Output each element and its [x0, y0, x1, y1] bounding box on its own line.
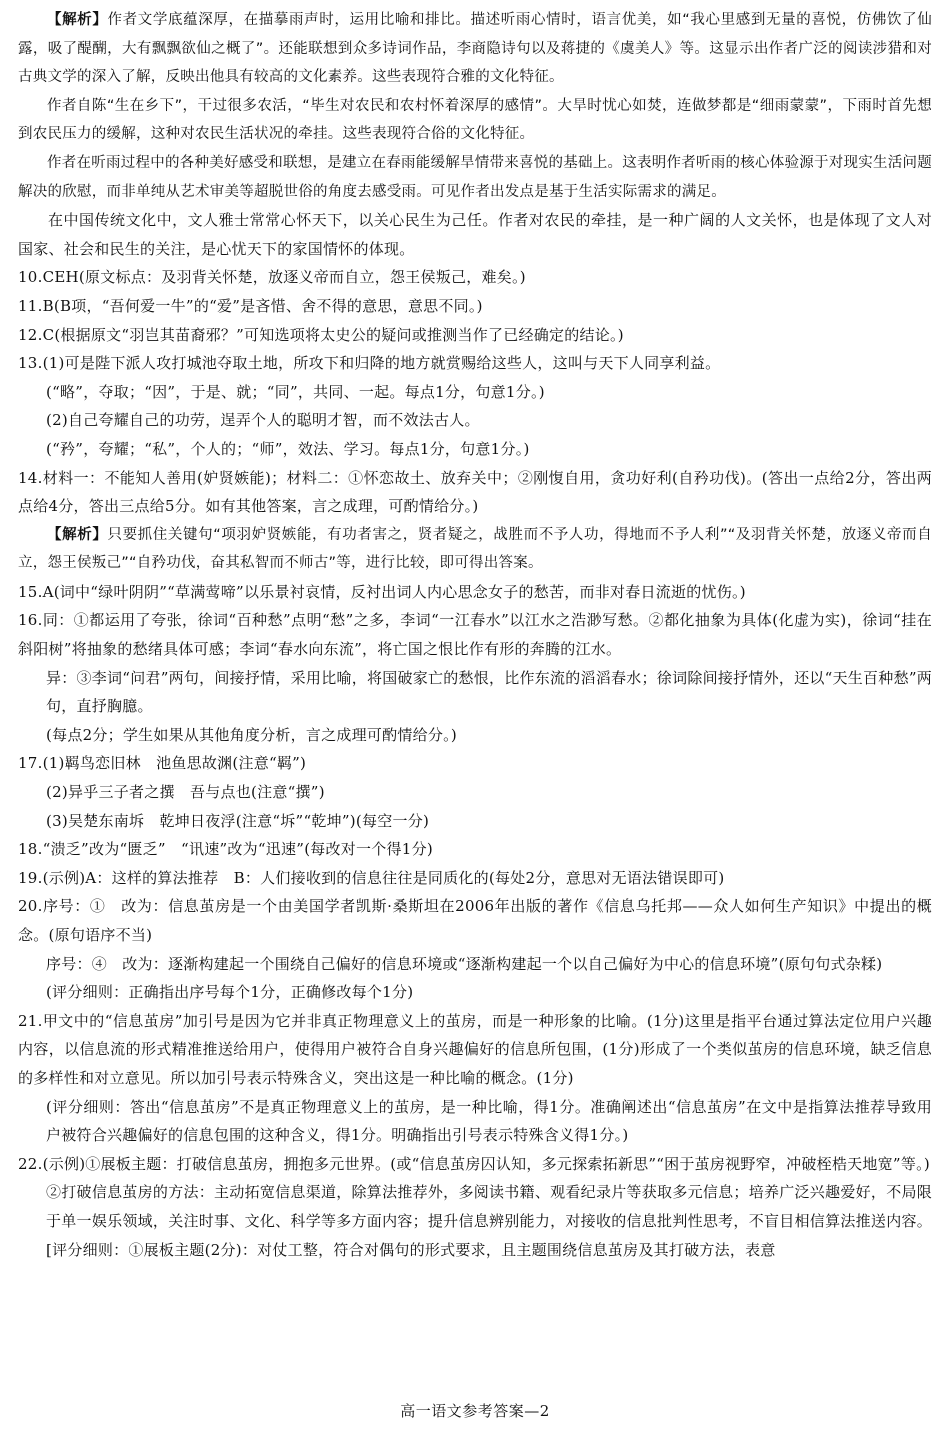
answer-10: 10.CEH(原文标点：及羽背关怀楚，放逐义帝而自立，怨王侯叛己，难矣。) [18, 268, 526, 287]
analysis-paragraph-1 [18, 6, 932, 92]
answer-19: 19.(示例)A：这样的算法推荐 B：人们接收到的信息往往是同质化的(每处2分，意思对无语法错误即可) [18, 868, 725, 887]
answer-13-part2-scoring: (“矜”，夸耀；“私”，个人的；“师”，效法、学习。每点1分，句意1分。) [46, 439, 530, 458]
answer-20-2: 序号：④ 改为：逐渐构建起一个围绕自己偏好的信息环境或“逐渐构建起一个以自己偏好为中心的信息环境”(原句句式杂糅) [46, 954, 883, 973]
answer-16-same: 16.同：①都运用了夸张，徐词“百种愁”点明“愁”之多，李词“一江春水”以江水之浩渺写愁。②都化抽象为具体(化虚为实)，徐词“挂在斜阳树”将抽象的愁绪具体可感；李词“春水向东流”，将亡国之恨比作有形的奔腾的江水。 [18, 611, 932, 659]
answer-22-methods: ②打破信息茧房的方法：主动拓宽信息渠道，除算法推荐外，多阅读书籍、观看纪录片等获取多元信息；培养广泛兴趣爱好，不局限于单一娱乐领域，关注时事、文化、科学等多方面内容；提升信息辨别能力，对接收的信息批判性思考，不盲目相信算法推送内容。[评分细则：①展板主题(2分)：对仗工整，符合对偶句的形式要求，且主题围绕信息茧房及其打破方法，表意 [46, 1183, 932, 1259]
answer-11: 11.B(B项，“吾何爱一牛”的“爱”是吝惜、舍不得的意思，意思不同。) [18, 296, 483, 315]
answer-20-scoring: (评分细则：正确指出序号每个1分，正确修改每个1分) [46, 983, 414, 1002]
answer-17-2: (2)异乎三子者之撰 吾与点也(注意“撰”) [46, 783, 325, 802]
analysis-paragraph-4: 在中国传统文化中，文人雅士常常心怀天下，以关心民生为己任。作者对农民的牵挂，是一种广阔的人文关怀，也是体现了文人对国家、社会和民生的关注，是心忧天下的家国情怀的体现。 [18, 211, 932, 258]
analysis-tag: 【解析】 [47, 12, 108, 28]
answer-14-analysis [18, 521, 932, 578]
answer-17-3: (3)吴楚东南坼 乾坤日夜浮(注意“坼”“乾坤”)(每空一分) [46, 811, 430, 830]
analysis-paragraph-3: 作者在听雨过程中的各种美好感受和联想，是建立在春雨能缓解旱情带来喜悦的基础上。这表明作者听雨的核心体验源于对现实生活问题解决的欣慰，而非单纯从艺术审美等超脱世俗的角度去感受雨。可见作者出发点是基于生活实际需求的满足。 [18, 154, 932, 200]
answer-13-part1: 13.(1)可是陛下派人攻打城池夺取土地，所攻下和归降的地方就赏赐给这些人，这叫与天下人同享利益。 [18, 354, 721, 373]
answer-17-1: 17.(1)羁鸟恋旧林 池鱼思故渊(注意“羁”) [18, 754, 307, 773]
answer-16-scoring: (每点2分；学生如果从其他角度分析，言之成理可酌情给分。) [46, 725, 458, 744]
page-footer: 高一语文参考答案—2 [400, 1402, 550, 1420]
answer-12: 12.C(根据原文“羽岂其苗裔邪？”可知选项将太史公的疑问或推测当作了已经确定的结论。) [18, 325, 624, 344]
answer-21-scoring: (评分细则：答出“信息茧房”不是真正物理意义上的茧房，是一种比喻，得1分。准确阐述出“信息茧房”在文中是指算法推荐导致用户被符合兴趣偏好的信息包围的这种含义，得1分。明确指出引号表示特殊含义得1分。) [46, 1097, 932, 1145]
analysis-tag: 【解析】 [47, 526, 108, 543]
answer-22-theme: 22.(示例)①展板主题：打破信息茧房，拥抱多元世界。(或“信息茧房囚认知，多元探索拓新思”“困于茧房视野窄，冲破桎梏天地宽”等。) [18, 1154, 930, 1173]
answer-15: 15.A(词中“绿叶阴阴”“草满莺啼”以乐景衬哀情，反衬出词人内心思念女子的愁苦，而非对春日流逝的忧伤。) [18, 582, 746, 601]
answer-16-diff: 异：③李词“问君”两句，间接抒情，采用比喻，将国破家亡的愁恨，比作东流的滔滔春水；徐词除间接抒情外，还以“天生百种愁”两句，直抒胸臆。 [46, 668, 932, 716]
answer-20-1: 20.序号：① 改为：信息茧房是一个由美国学者凯斯·桑斯坦在2006年出版的著作《信息乌托邦——众人如何生产知识》中提出的概念。(原句语序不当) [18, 897, 932, 944]
answer-13-part2: (2)自己夸耀自己的功劳，逞弄个人的聪明才智，而不效法古人。 [46, 411, 480, 430]
analysis-text: 只要抓住关键句“项羽妒贤嫉能，有功者害之，贤者疑之，战胜而不予人功，得地而不予人利”“及羽背关怀楚，放逐义帝而自立，怨王侯叛己”“自矜功伐，奋其私智而不师古”等，进行比较，即可得出答案。 [18, 526, 933, 572]
answer-21: 21.甲文中的“信息茧房”加引号是因为它并非真正物理意义上的茧房，而是一种形象的比喻。(1分)这里是指平台通过算法定位用户兴趣内容，以信息流的形式精准推送给用户，使得用户被符合自身兴趣偏好的信息所包围，(1分)形成了一个类似茧房的信息环境，缺乏信息的多样性和对立意见。所以加引号表示特殊含义，突出这是一种比喻的概念。(1分) [18, 1011, 932, 1087]
answer-14: 14.材料一：不能知人善用(妒贤嫉能)；材料二：①怀恋故土、放弃关中；②刚愎自用，贪功好利(自矜功伐)。(答出一点给2分，答出两点给4分，答出三点给5分。如有其他答案，言之成理，可酌情给分。) [18, 468, 932, 516]
answer-13-part1-scoring: (“略”，夺取；“因”，于是、就；“同”，共同、一起。每点1分，句意1分。) [46, 382, 545, 401]
analysis-text: 作者文学底蕴深厚，在描摹雨声时，运用比喻和排比。描述听雨心情时，语言优美，如“我心里感到无量的喜悦，仿佛饮了仙露，吸了醍醐，大有飘飘欲仙之概了”。还能联想到众多诗词作品，李商隐诗句以及蒋捷的《虞美人》等。这显示出作者广泛的阅读涉猎和对古典文学的深入了解，反映出他具有较高的文化素养。这些表现符合雅的文化特征。 [18, 12, 932, 86]
answer-18: 18.“溃乏”改为“匮乏” “讯速”改为“迅速”(每改对一个得1分) [18, 840, 433, 859]
analysis-paragraph-2: 作者自陈“生在乡下”，干过很多农活，“毕生对农民和农村怀着深厚的感情”。大旱时忧心如焚，连做梦都是“细雨蒙蒙”，下雨时首先想到农民压力的缓解，这种对农民生活状况的牵挂。这些表现符合俗的文化特征。 [18, 97, 932, 143]
